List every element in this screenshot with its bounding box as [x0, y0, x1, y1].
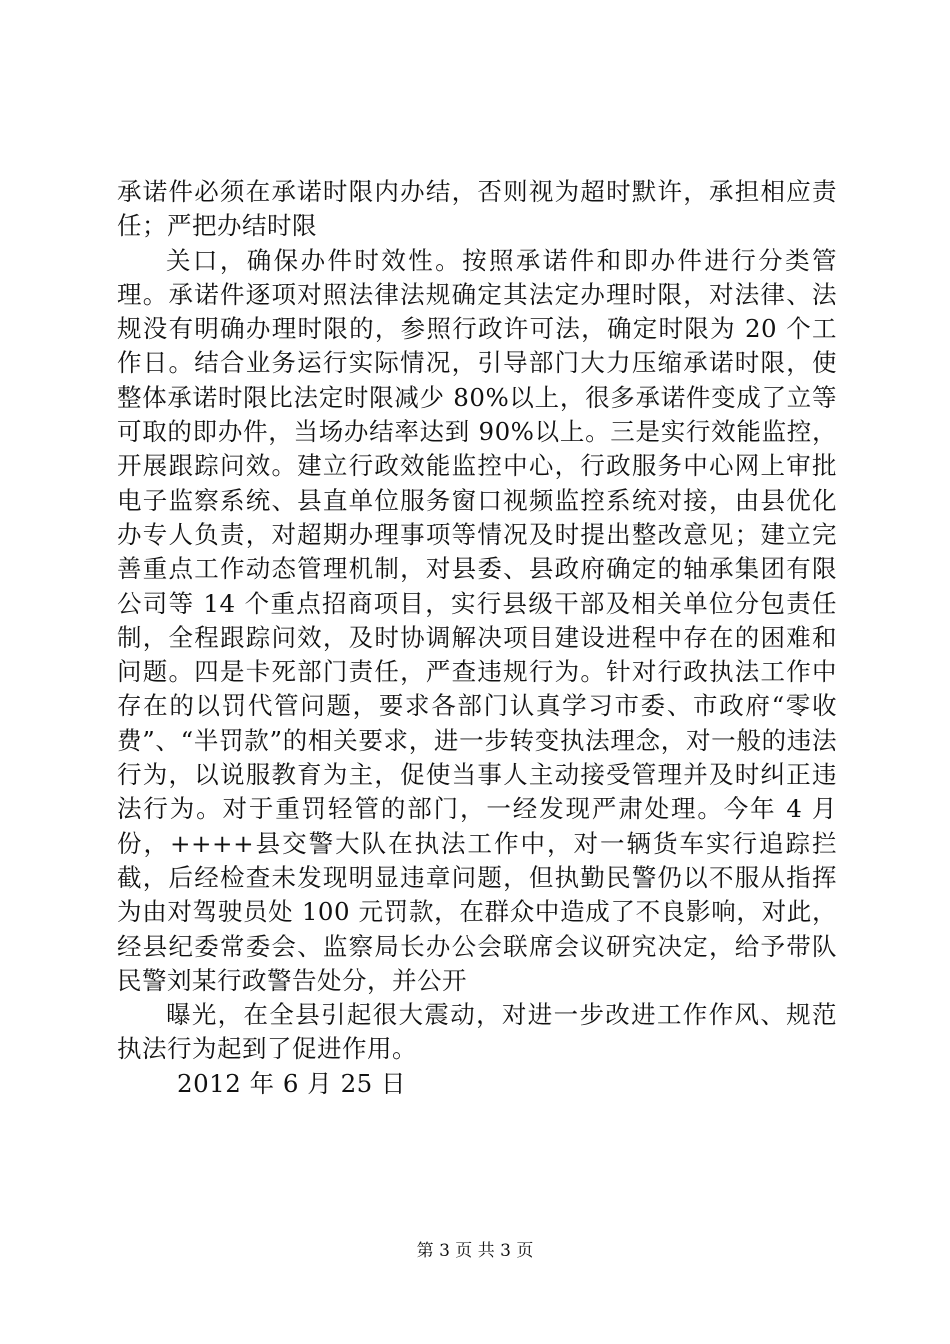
document-date: 2012 年 6 月 25 日 [177, 1068, 407, 1098]
page-footer: 第 3 页 共 3 页 [416, 1241, 534, 1261]
paragraph-1: 承诺件必须在承诺时限内办结，否则视为超时默许，承担相应责任；严把办结时限 [117, 177, 837, 241]
paragraph-3: 曝光，在全县引起很大震动，对进一步改进工作作风、规范执法行为起到了促进作用。 [117, 1000, 837, 1064]
paragraph-2: 关口，确保办件时效性。按照承诺件和即办件进行分类管理。承诺件逐项对照法律法规确定其法定办理时限，对法律、法规没有明确办理时限的，参照行政许可法，确定时限为 20 个工作日。结合业务运行实际情况，引导部门大力压缩承诺时限，使整体承诺时限比法定时限减少 80%以上，很多承诺件变成了立等可取的即办件，当场办结率达到 90%以上。三是实行效能监控，开展跟踪问效。建立行政效能监控中心，行政服务中心网上审批电子监察系统、县直单位服务窗口视频监控系统对接，由县优化办专人负责，对超期办理事项等情况及时提出整改意见；建立完善重点工作动态管理机制，对县委、县政府确定的轴承集团有限公司等 14 个重点招商项目，实行县级干部及相关单位分包责任制，全程跟踪问效，及时协调解决项目建设进程中存在的困难和问题。四是卡死部门责任，严查违规行为。针对行政执法工作中存在的以罚代管问题，要求各部门认真学习市委、市政府“零收费”、“半罚款”的相关要求，进一步转变执法理念，对一般的违法行为，以说服教育为主，促使当事人主动接受管理并及时纠正违法行为。对于重罚轻管的部门，一经发现严肃处理。今年 4 月份，++++县交警大队在执法工作中，对一辆货车实行追踪拦截，后经检查未发现明显违章问题，但执勤民警仍以不服从指挥为由对驾驶员处 100 元罚款，在群众中造成了不良影响，对此，经县纪委常委会、监察局长办公会联席会议研究决定，给予带队民警刘某行政警告处分，并公开 [117, 245, 837, 995]
document-body [117, 175, 837, 1101]
